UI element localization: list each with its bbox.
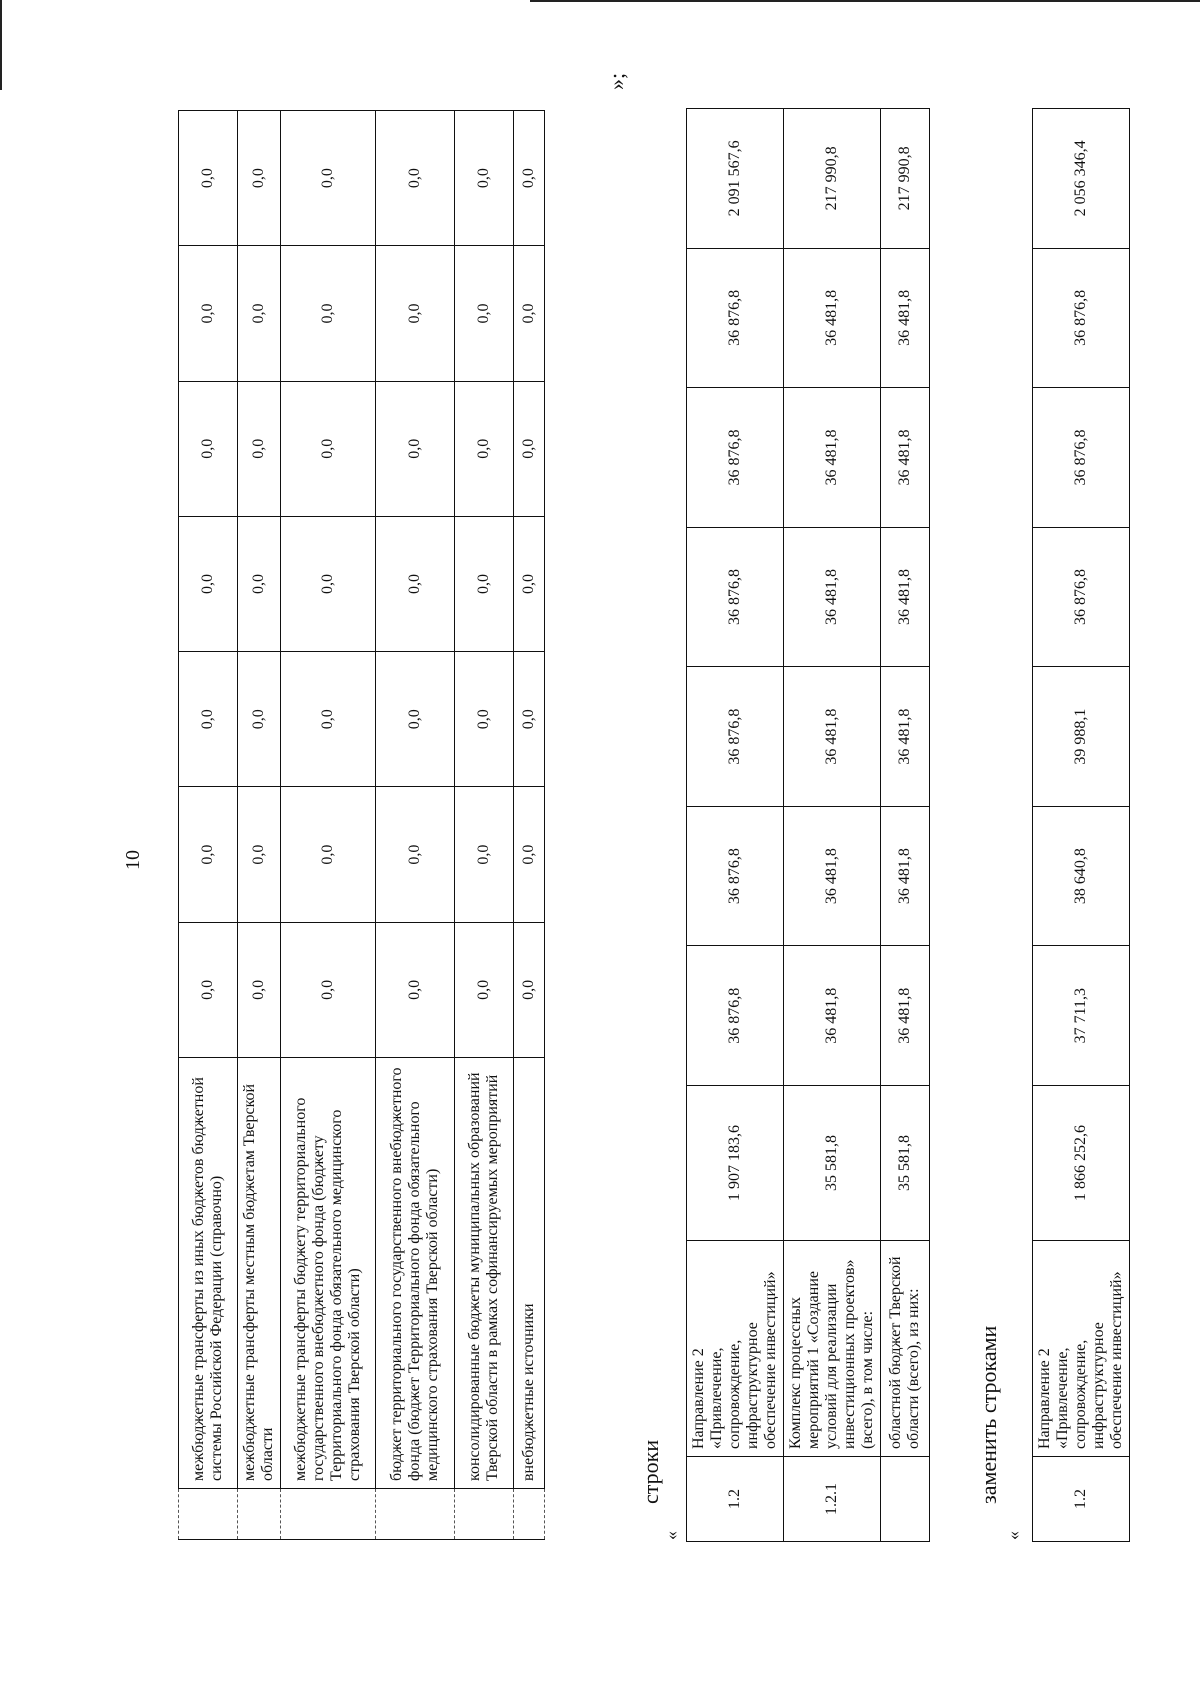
table-row bbox=[514, 111, 545, 1540]
value-cell: 0,0 bbox=[376, 652, 455, 787]
row-label: бюджет территориального государственного внебюджетного фонда (бюджет Территориального фонда обязательного медицинского страхования Тверской области) bbox=[376, 1058, 455, 1489]
blank-cell bbox=[179, 1489, 238, 1540]
row-label: межбюджетные трансферты из иных бюджетов бюджетной системы Российской Федерации (справочно) bbox=[179, 1058, 238, 1489]
row-label: Направление 2 «Привлечение, сопровождение, инфраструктурное обеспечение инвестиций» bbox=[687, 1241, 784, 1457]
rotated-page bbox=[28, 60, 1198, 1680]
table-row bbox=[281, 111, 376, 1540]
opening-quote: « bbox=[1003, 1531, 1023, 1540]
value-cell: 35 581,8 bbox=[881, 1086, 930, 1241]
value-cell: 0,0 bbox=[281, 381, 376, 516]
value-cell: 0,0 bbox=[238, 787, 281, 922]
replace-heading: заменить строками bbox=[976, 1325, 1001, 1504]
value-cell: 36 481,8 bbox=[881, 946, 930, 1086]
value-cell: 0,0 bbox=[281, 111, 376, 246]
value-cell: 36 481,8 bbox=[784, 667, 881, 807]
row-label: Комплекс процессных мероприятий 1 «Создание условий для реализации инвестиционных проектов» (всего), в том числе: bbox=[784, 1241, 881, 1457]
table-row bbox=[1033, 109, 1130, 1542]
row-label: областной бюджет Тверской области (всего), из них: bbox=[881, 1241, 930, 1457]
value-cell: 0,0 bbox=[514, 381, 545, 516]
value-cell: 1 907 183,6 bbox=[687, 1086, 784, 1241]
value-cell: 0,0 bbox=[455, 111, 514, 246]
value-cell: 0,0 bbox=[281, 246, 376, 381]
value-cell: 217 990,8 bbox=[881, 109, 930, 249]
value-cell: 0,0 bbox=[376, 516, 455, 651]
table-row bbox=[881, 109, 930, 1542]
value-cell: 0,0 bbox=[281, 652, 376, 787]
value-cell: 0,0 bbox=[455, 516, 514, 651]
table-row bbox=[455, 111, 514, 1540]
value-cell: 36 481,8 bbox=[784, 388, 881, 528]
value-cell: 0,0 bbox=[376, 111, 455, 246]
value-cell: 2 056 346,4 bbox=[1033, 109, 1130, 249]
value-cell: 36 481,8 bbox=[881, 527, 930, 667]
value-cell: 0,0 bbox=[455, 787, 514, 922]
value-cell: 0,0 bbox=[514, 111, 545, 246]
scan-edge-top bbox=[530, 0, 1200, 2]
old-rows-table bbox=[686, 108, 930, 1542]
blank-cell bbox=[514, 1489, 545, 1540]
row-index: 1.2 bbox=[687, 1457, 784, 1542]
value-cell: 36 481,8 bbox=[881, 667, 930, 807]
row-label: межбюджетные трансферты бюджету территориального государственного внебюджетного фонда (бюджету Территориального фонда обязательного медицинского страхования Тверской области) bbox=[281, 1058, 376, 1489]
closing-quote: »; bbox=[604, 72, 629, 90]
row-index: 1.2.1 bbox=[784, 1457, 881, 1542]
value-cell: 0,0 bbox=[281, 787, 376, 922]
value-cell: 36 876,8 bbox=[687, 806, 784, 946]
value-cell: 36 876,8 bbox=[687, 667, 784, 807]
value-cell: 36 481,8 bbox=[881, 806, 930, 946]
value-cell: 0,0 bbox=[238, 246, 281, 381]
value-cell: 38 640,8 bbox=[1033, 806, 1130, 946]
blank-cell bbox=[455, 1489, 514, 1540]
value-cell: 36 876,8 bbox=[1033, 248, 1130, 388]
opening-quote: « bbox=[661, 1531, 681, 1540]
value-cell: 0,0 bbox=[376, 246, 455, 381]
value-cell: 0,0 bbox=[238, 111, 281, 246]
value-cell: 36 481,8 bbox=[784, 248, 881, 388]
table-row bbox=[238, 111, 281, 1540]
value-cell: 36 876,8 bbox=[687, 388, 784, 528]
row-label: внебюджетные источники bbox=[514, 1058, 545, 1489]
value-cell: 0,0 bbox=[281, 516, 376, 651]
value-cell: 0,0 bbox=[238, 381, 281, 516]
value-cell: 36 481,8 bbox=[881, 248, 930, 388]
value-cell: 0,0 bbox=[179, 652, 238, 787]
funding-sources-table bbox=[178, 110, 545, 1540]
value-cell: 0,0 bbox=[376, 381, 455, 516]
value-cell: 0,0 bbox=[455, 652, 514, 787]
table-row bbox=[784, 109, 881, 1542]
value-cell: 0,0 bbox=[514, 516, 545, 651]
table-row bbox=[376, 111, 455, 1540]
value-cell: 2 091 567,6 bbox=[687, 109, 784, 249]
value-cell: 36 481,8 bbox=[784, 946, 881, 1086]
value-cell: 36 876,8 bbox=[687, 527, 784, 667]
new-rows-table bbox=[1032, 108, 1130, 1542]
scan-edge-left bbox=[0, 0, 2, 90]
blank-cell bbox=[281, 1489, 376, 1540]
value-cell: 35 581,8 bbox=[784, 1086, 881, 1241]
value-cell: 36 481,8 bbox=[784, 806, 881, 946]
value-cell: 217 990,8 bbox=[784, 109, 881, 249]
value-cell: 1 866 252,6 bbox=[1033, 1086, 1130, 1241]
value-cell: 36 876,8 bbox=[1033, 527, 1130, 667]
value-cell: 0,0 bbox=[376, 922, 455, 1057]
value-cell: 0,0 bbox=[179, 246, 238, 381]
value-cell: 0,0 bbox=[514, 922, 545, 1057]
value-cell: 0,0 bbox=[514, 246, 545, 381]
value-cell: 0,0 bbox=[238, 516, 281, 651]
value-cell: 0,0 bbox=[455, 246, 514, 381]
value-cell: 0,0 bbox=[281, 922, 376, 1057]
value-cell: 0,0 bbox=[376, 787, 455, 922]
value-cell: 36 481,8 bbox=[881, 388, 930, 528]
blank-cell bbox=[238, 1489, 281, 1540]
value-cell: 0,0 bbox=[455, 381, 514, 516]
value-cell: 0,0 bbox=[238, 922, 281, 1057]
value-cell: 36 876,8 bbox=[1033, 388, 1130, 528]
value-cell: 0,0 bbox=[179, 381, 238, 516]
row-label: консолидированные бюджеты муниципальных образований Тверской области в рамках софинансируемых мероприятий bbox=[455, 1058, 514, 1489]
value-cell: 0,0 bbox=[179, 516, 238, 651]
table-row bbox=[687, 109, 784, 1542]
row-index: 1.2 bbox=[1033, 1457, 1130, 1542]
row-index bbox=[881, 1457, 930, 1542]
page-number: 10 bbox=[122, 850, 144, 870]
row-label: межбюджетные трансферты местным бюджетам Тверской области bbox=[238, 1058, 281, 1489]
value-cell: 0,0 bbox=[179, 922, 238, 1057]
value-cell: 0,0 bbox=[179, 787, 238, 922]
table-row bbox=[179, 111, 238, 1540]
value-cell: 36 481,8 bbox=[784, 527, 881, 667]
value-cell: 0,0 bbox=[238, 652, 281, 787]
value-cell: 0,0 bbox=[179, 111, 238, 246]
row-label: Направление 2 «Привлечение, сопровождение, инфраструктурное обеспечение инвестиций» bbox=[1033, 1241, 1130, 1457]
value-cell: 37 711,3 bbox=[1033, 946, 1130, 1086]
value-cell: 0,0 bbox=[514, 787, 545, 922]
value-cell: 36 876,8 bbox=[687, 946, 784, 1086]
value-cell: 36 876,8 bbox=[687, 248, 784, 388]
blank-cell bbox=[376, 1489, 455, 1540]
value-cell: 0,0 bbox=[514, 652, 545, 787]
value-cell: 0,0 bbox=[455, 922, 514, 1057]
lines-heading: строки bbox=[638, 1439, 663, 1504]
value-cell: 39 988,1 bbox=[1033, 667, 1130, 807]
